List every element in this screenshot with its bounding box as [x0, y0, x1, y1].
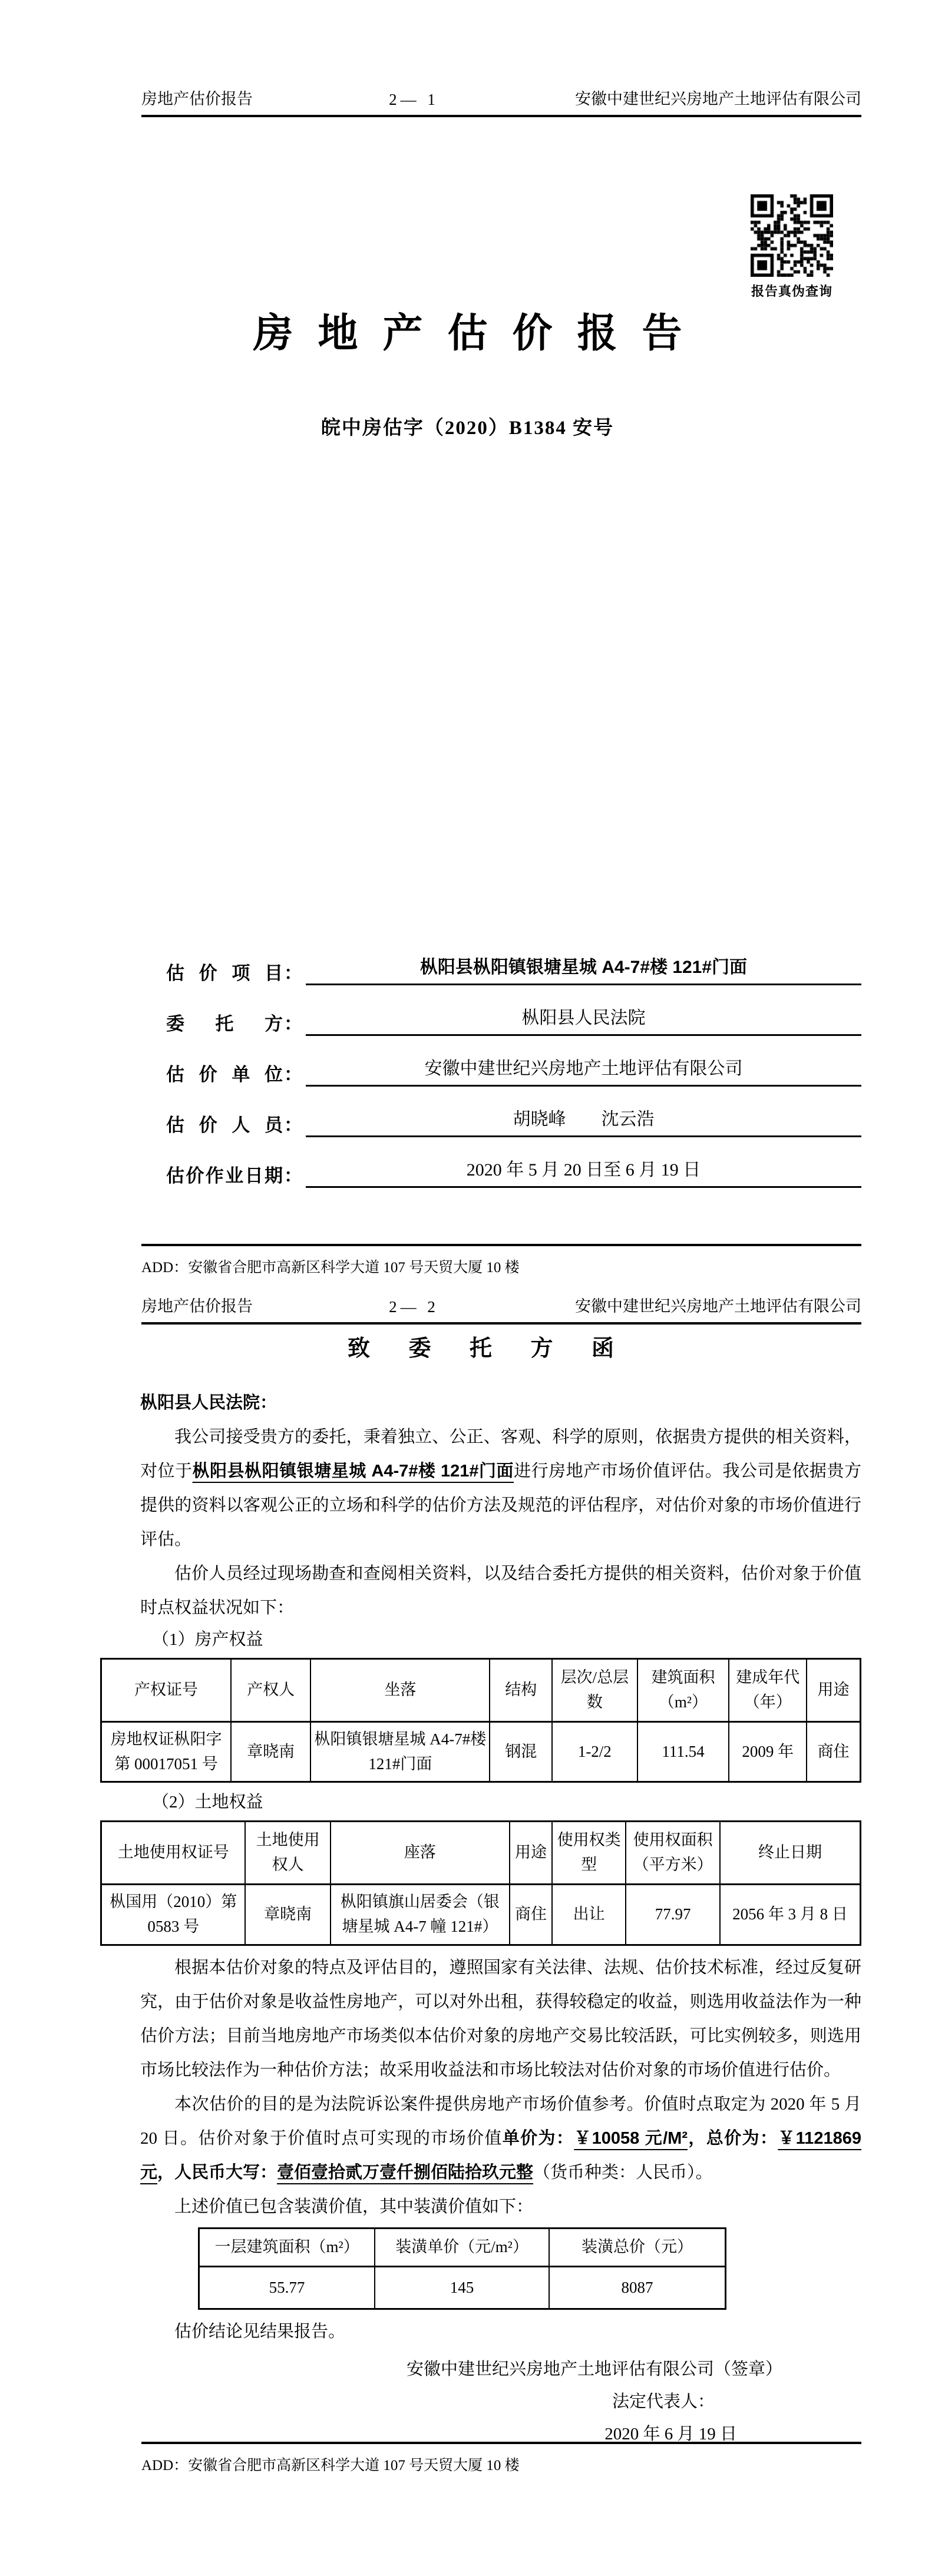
table-header-cell: 座落: [331, 1822, 510, 1885]
letter-paragraph-2: 估价人员经过现场勘查和查阅相关资料，以及结合委托方提供的相关资料，估价对象于价值时点权益状况如下：: [140, 1564, 861, 1617]
footer-address: ADD：安徽省合肥市高新区科学大道 107 号天贸大厦 10 楼: [141, 2458, 520, 2474]
page1-header: [141, 86, 861, 117]
letter-salutation: 枞阳县人民法院：: [140, 1393, 277, 1412]
table-cell: 商住: [510, 1885, 552, 1945]
field-colon: ：: [284, 963, 302, 984]
form-field-row-3: [166, 1101, 861, 1137]
header-page-number: 2— 1: [389, 91, 439, 108]
form-field-row-1: [166, 1000, 861, 1036]
table-cell: 77.97: [626, 1885, 720, 1945]
table-cell: 111.54: [637, 1721, 729, 1782]
table-cell: 钢混: [490, 1721, 552, 1782]
table-header-cell: 用途: [807, 1659, 861, 1722]
body-text: 进行房地产市场价值评估。我公司是依据贵方提供的资料以客观公正的立场和科学的估价方法及规范的评估程序，对估价对象的市场价值进行评估。: [140, 1462, 861, 1549]
form-field-row-0: [166, 949, 861, 985]
table-cell: 枞阳镇银塘星城 A4-7#楼 121#门面: [310, 1721, 490, 1782]
field-colon: ：: [284, 1166, 302, 1187]
table-cell: 房地权证枞阳字第 00017051 号: [101, 1721, 231, 1782]
body-text: 本次估价的目的是为法院诉讼案件提供房地产市场价值参考。价值时点取定为 2020 年 5 月 20 日。估价对象于价值时点可实现的市场价值: [140, 2094, 861, 2148]
table-data-row: [199, 2266, 726, 2309]
letter-body: [100, 1325, 861, 2451]
table-header-row: [101, 1659, 861, 1722]
bold-text: 总价为：: [706, 2128, 778, 2148]
property-rights-table: [100, 1658, 861, 1783]
decoration-value-table: [198, 2227, 726, 2310]
conclusion-note: 估价结论见结果报告。: [174, 2322, 346, 2342]
table-data-row: [101, 1885, 861, 1945]
table-header-cell: 产权人: [231, 1659, 310, 1722]
section-label-land-rights: （2）土地权益: [152, 1793, 263, 1812]
table-header-cell: 建成年代（年）: [729, 1659, 806, 1722]
letter-paragraph-4: [140, 2087, 861, 2190]
header-doc-type: 房地产估价报告: [141, 90, 253, 108]
letter-paragraph-3: 根据本估价对象的特点及评估目的，遵照国家有关法律、法规、估价技术标准，经过反复研究，由于估价对象是收益性房地产，可以对外出租，获得较稳定的收益，则选用收益法作为一种估价方法；目前当地房地产市场类似本估价对象的房地产交易比较活跃，可比实例较多，则选用市场比较法作为一种估价方法；故采用收益法和市场比较法对估价对象的市场价值进行估价。: [140, 1958, 861, 2080]
legal-representative-label: 法定代表人：: [612, 2392, 715, 2412]
table-cell: 枞国用（2010）第 0583 号: [101, 1885, 246, 1945]
table-header-cell: 装潢单价（元/m²）: [375, 2228, 549, 2266]
field-label: 估价项目: [166, 963, 283, 984]
table-header-cell: 坐落: [310, 1659, 490, 1722]
form-field-row-4: [166, 1152, 861, 1188]
body-text: 我公司接受贵方的委托，秉着独立、公正、客观、科学的原则，依据贵方提供的相关资料，对位于: [140, 1428, 861, 1481]
emphasized-value-text: ￥10058 元/M²: [574, 2128, 688, 2148]
letter-paragraph-5: 上述价值已包含装潢价值，其中装潢价值如下：: [174, 2197, 534, 2216]
table-header-row: [199, 2228, 726, 2266]
header-page-number: 2— 2: [389, 1298, 439, 1316]
table-header-cell: 一层建筑面积（m²）: [199, 2228, 375, 2266]
field-value: 胡晓峰 沈云浩: [306, 1108, 861, 1138]
table-cell: 章晓南: [245, 1885, 330, 1945]
table-cell: 8087: [549, 2266, 726, 2309]
page2-header: [141, 1293, 861, 1325]
field-colon: ：: [284, 1064, 302, 1085]
qr-caption: 报告真伪查询: [751, 284, 832, 299]
table-data-row: [101, 1721, 861, 1782]
table-cell: 章晓南: [231, 1721, 310, 1782]
qr-block: [747, 194, 837, 300]
table-header-cell: 土地使用权证号: [101, 1822, 246, 1885]
emphasized-value-text: 壹佰壹拾贰万壹仟捌佰陆拾玖元整: [277, 2163, 534, 2182]
table-header-cell: 结构: [490, 1659, 552, 1722]
emphasized-value-text: ￥1121869 元: [140, 2128, 861, 2182]
table-header-cell: 用途: [510, 1822, 552, 1885]
table-cell: 2056 年 3 月 8 日: [720, 1885, 861, 1945]
field-value: 枞阳县人民法院: [306, 1007, 861, 1037]
table-cell: 145: [375, 2266, 549, 2309]
table-header-cell: 装潢总价（元）: [549, 2228, 726, 2266]
signature-block: [100, 2353, 861, 2451]
table-header-cell: 土地使用权人: [245, 1822, 330, 1885]
table-header-cell: 使用权面积（平方米）: [626, 1822, 720, 1885]
table-cell: 1-2/2: [552, 1721, 637, 1782]
letter-title: 致 委 托 方 函: [347, 1336, 630, 1361]
bold-text: 单价为：: [502, 2128, 574, 2148]
field-value: 安徽中建世纪兴房地产土地评估有限公司: [306, 1058, 861, 1087]
table-cell: 商住: [807, 1721, 861, 1782]
signature-date: 2020 年 6 月 19 日: [604, 2425, 737, 2444]
bold-text: ，: [688, 2128, 706, 2148]
field-label: 委托方: [166, 1014, 283, 1035]
qr-code: [751, 194, 833, 277]
field-colon: ：: [284, 1014, 302, 1035]
table-header-cell: 层次/总层数: [552, 1659, 637, 1722]
table-header-cell: 建筑面积（m²）: [637, 1659, 729, 1722]
table-cell: 出让: [552, 1885, 626, 1945]
table-header-cell: 产权证号: [101, 1659, 231, 1722]
field-value: 枞阳县枞阳镇银塘星城 A4-7#楼 121#门面: [306, 956, 861, 986]
section-label-property-rights: （1）房产权益: [152, 1630, 263, 1649]
signature-company: 安徽中建世纪兴房地产土地评估有限公司（签章）: [406, 2360, 782, 2379]
page1-footer: [141, 1244, 861, 1277]
header-doc-type: 房地产估价报告: [141, 1297, 253, 1315]
header-company-name: 安徽中建世纪兴房地产土地评估有限公司: [575, 1297, 861, 1315]
table-header-row: [101, 1822, 861, 1885]
appraisal-form: [166, 949, 861, 1203]
bold-text: ，人民币大写：: [157, 2163, 277, 2182]
report-number: 皖中房估字（2020）B1384 安号: [321, 418, 614, 439]
field-label: 估价作业日期: [166, 1166, 283, 1187]
field-value: 2020 年 5 月 20 日至 6 月 19 日: [306, 1159, 861, 1188]
footer-address: ADD：安徽省合肥市高新区科学大道 107 号天贸大厦 10 楼: [141, 1260, 520, 1276]
page2-footer: [141, 2442, 861, 2475]
land-rights-table: [100, 1820, 861, 1945]
field-label: 估价人员: [166, 1115, 283, 1136]
emphasized-value-text: 枞阳县枞阳镇银塘星城 A4-7#楼 121#门面: [192, 1462, 514, 1481]
table-cell: 枞阳镇旗山居委会（银塘星城 A4-7 幢 121#）: [331, 1885, 510, 1945]
table-cell: 55.77: [199, 2266, 375, 2309]
table-cell: 2009 年: [729, 1721, 806, 1782]
field-label: 估价单位: [166, 1064, 283, 1085]
table-header-cell: 使用权类型: [552, 1822, 626, 1885]
form-field-row-2: [166, 1051, 861, 1087]
body-text: （货币种类：人民币）。: [533, 2163, 713, 2182]
field-colon: ：: [284, 1115, 302, 1136]
report-title: 房地产估价报告: [253, 311, 707, 356]
header-company-name: 安徽中建世纪兴房地产土地评估有限公司: [575, 90, 861, 108]
letter-paragraph-1: [140, 1420, 861, 1557]
table-header-cell: 终止日期: [720, 1822, 861, 1885]
